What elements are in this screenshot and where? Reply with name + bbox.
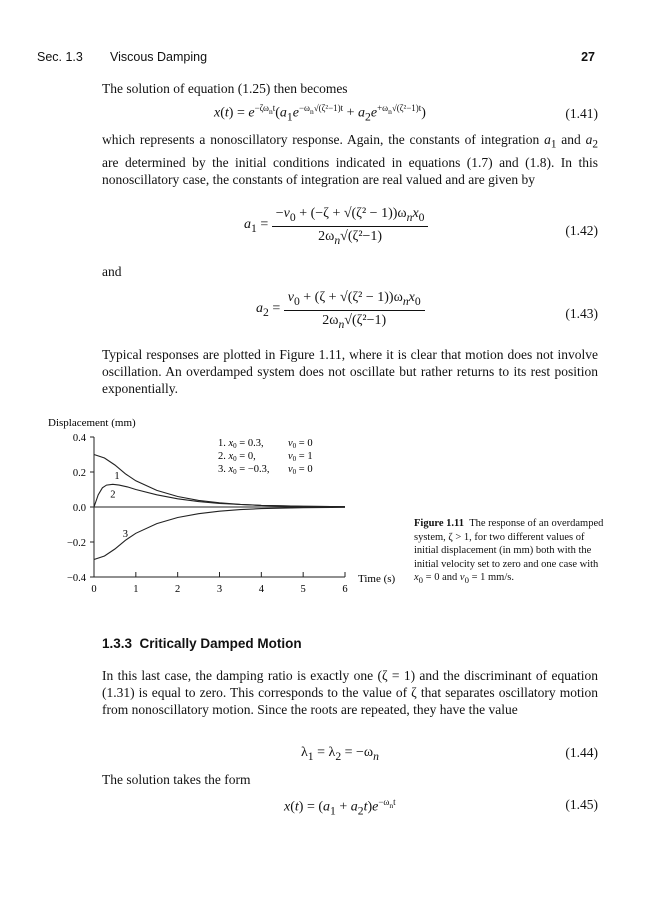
series-label-2: 2	[110, 489, 116, 501]
equation-number-1-42: (1.42)	[565, 223, 598, 238]
figure-caption: Figure 1.11 The response of an overdamped system, ζ > 1, for two different values of initial displacement (in mm) both with the initial velocity set to zero and one case with $x_0 = 0$ and $v_0 = 1$ mm/s.	[414, 518, 604, 586]
x-axis-label: Time (s)	[358, 573, 396, 585]
x-tick-label: 2	[175, 584, 181, 595]
equation-number-1-43: (1.43)	[565, 306, 598, 321]
y-tick-label: 0.4	[72, 433, 86, 444]
paragraph-3: In this last case, the damping ratio is exactly one (ζ = 1) and the discriminant of equation (1.31) is equal to zero. This corresponds to the value of ζ that separates oscillatory motion from nonoscillatory motion. Since the roots are repeated, they have the value	[102, 668, 598, 717]
equation-1-42: $a_1$ = $\frac{-v_0 + (-\zeta + √(\zeta^2 - 1))\omega_nx_0}{2\omega_n√(\zeta^2-1)}$	[244, 206, 428, 247]
section-number: Sec. 1.3	[37, 50, 83, 64]
running-header	[37, 50, 595, 68]
y-tick-label: −0.4	[66, 573, 86, 584]
and-word: and	[102, 264, 122, 279]
equation-number-1-41: (1.41)	[565, 106, 598, 121]
paragraph-1: which represents a nonoscillatory response. Again, the constants of integration $a_1$ and $a_2$ are determined by the initial conditions indicated in equations (1.7) and (1.8). In this nonoscillatory case, the constants of integration are real valued and are given by	[102, 132, 598, 187]
series-line-2	[94, 484, 345, 507]
paragraph-2: Typical responses are plotted in Figure 1.11, where it is clear that motion does not involve oscillation. An overdamped system does not oscillate but rather returns to its rest position exponentially.	[102, 347, 598, 396]
equation-number-1-44: (1.44)	[565, 745, 598, 760]
section-title: Viscous Damping	[110, 50, 208, 64]
chart-legend	[218, 438, 313, 476]
equation-1-43: $a_2$ = $\frac{v_0 + (\zeta + √(\zeta^2 - 1))\omega_nx_0}{2\omega_n√(\zeta^2-1)}$	[256, 290, 425, 331]
equation-number-1-45: (1.45)	[565, 797, 598, 812]
equation-1-44: $\lambda_1 = \lambda_2 = -\omega_n$	[301, 745, 379, 763]
figure-1-11-chart	[40, 410, 420, 610]
y-tick-label: 0.0	[72, 503, 86, 514]
y-axis-label: Displacement (mm)	[48, 417, 136, 429]
equation-1-45: $x(t) = (a_1 + a_2t)e^{-\omega_nt}$	[284, 797, 396, 818]
series-label-1: 1	[114, 471, 120, 482]
legend-entry-2: 2. x0 = 0, v0 = 1	[218, 451, 313, 463]
subsection-heading	[102, 636, 302, 651]
x-tick-label: 5	[300, 584, 306, 595]
series-line-3	[94, 507, 345, 559]
series-line-1	[94, 455, 345, 507]
x-tick-label: 4	[258, 584, 264, 595]
page-number: 27	[581, 50, 595, 64]
x-tick-label: 3	[216, 584, 223, 595]
x-tick-label: 6	[342, 584, 348, 595]
solution-line: The solution takes the form	[102, 772, 251, 787]
subsection-number: 1.3.3	[102, 636, 133, 651]
subsection-title: Critically Damped Motion	[139, 636, 302, 651]
series-label-3: 3	[122, 528, 128, 540]
x-tick-label: 0	[91, 584, 97, 595]
x-tick-label: 1	[133, 584, 139, 595]
y-tick-label: −0.2	[66, 538, 86, 549]
figure-label: Figure 1.11	[414, 518, 464, 529]
legend-entry-3: 3. x0 = −0.3, v0 = 0	[218, 464, 313, 476]
equation-1-41: $x(t) = e^{-\zeta\omega_nt}(a_1e^{-\omega_n√(\zeta^2-1)t} + a_2e^{+\omega_n√(\zeta^2-1)t})$	[214, 103, 426, 124]
intro-line: The solution of equation (1.25) then becomes	[102, 81, 348, 96]
y-tick-label: 0.2	[72, 468, 86, 479]
legend-entry-1: 1. x0 = 0.3, v0 = 0	[218, 438, 313, 450]
